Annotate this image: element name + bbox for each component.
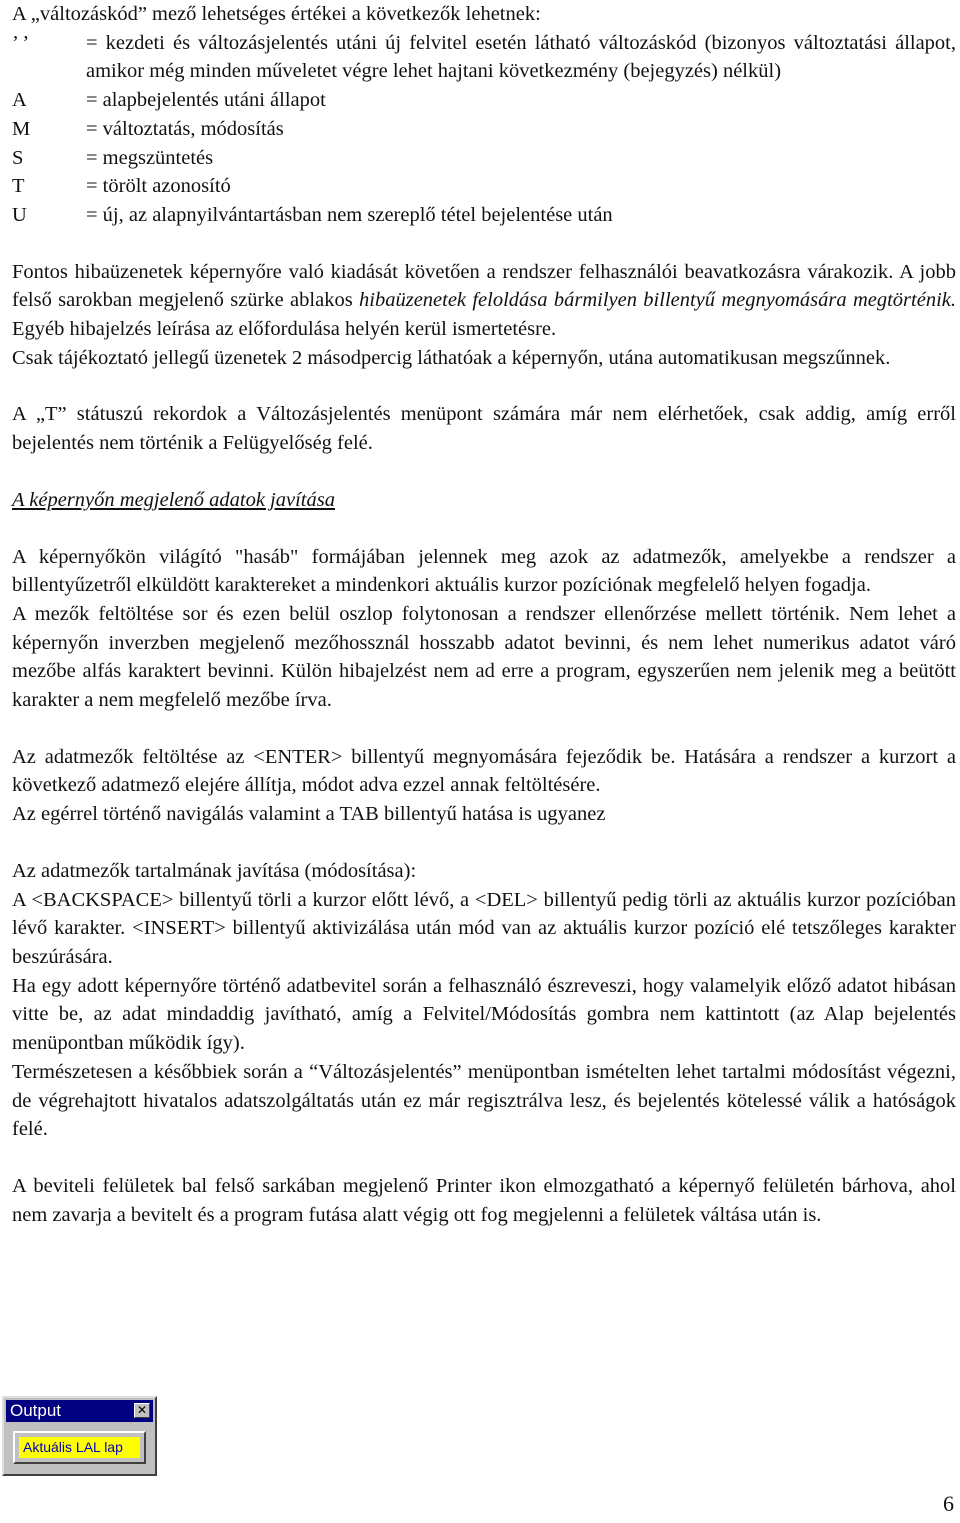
- errors-text-start: Fontos hibaüzenetek képernyőre való kiadását követően a rendszer felhasználói beavatkozásra várakozik. A jobb felső sarokban megjelenő szürke ablakos: [12, 260, 956, 312]
- editing-paragraph-3: Természetesen a későbbiek során a “Változásjelentés” menüpontban ismételten lehet tartalmi módosítást végezni, de végrehajtott hivatalos adatszolgáltatás után ez már regisztrálva lesz, és bejelentés kötelessé válik a hatóságok felé.: [12, 1060, 956, 1141]
- document-page: [12, 0, 956, 1229]
- output-window: [2, 1396, 157, 1476]
- code-desc: = kezdeti és változásjelentés utáni új felvitel esetén látható változáskód (bizonyos változtatási állapot, amikor még minden műveletet végre lehet hajtani következmény (bejegyzés) nélkül): [86, 31, 956, 83]
- errors-text-end: Egyéb hibajelzés leírása az előfordulása helyén kerül ismertetésre.: [12, 318, 557, 341]
- enter-paragraph-2: Az egérrel történő navigálás valamint a TAB billentyű hatása is ugyanez: [12, 803, 606, 826]
- code-row-a: [12, 86, 956, 115]
- editing-paragraph-1: A <BACKSPACE> billentyű törli a kurzor előtt lévő, a <DEL> billentyű pedig törli az aktuális kurzor pozícióban lévő karakter. <INSERT> billentyű aktivizálása után mód van az aktuális kurzor pozíció elé tetszőleges karakter beszúrására.: [12, 888, 956, 968]
- editing-heading: Az adatmezők tartalmának javítása (módosítása):: [12, 859, 417, 882]
- code-row-t: [12, 172, 956, 201]
- close-icon[interactable]: ✕: [134, 1403, 150, 1418]
- errors-text-italic: hibaüzenetek feloldása bármilyen billentyű megnyomására megtörténik.: [359, 289, 956, 312]
- code-desc: = változtatás, módosítás: [86, 117, 284, 140]
- code-desc: = új, az alapnyilvántartásban nem szereplő tétel bejelentése után: [86, 203, 613, 226]
- code-row-blank: [12, 29, 956, 86]
- code-desc: = alapbejelentés utáni állapot: [86, 89, 326, 112]
- current-lal-page-label: Aktuális LAL lap: [19, 1437, 140, 1458]
- fields-paragraph-2: A mezők feltöltése sor és ezen belül oszlop folytonosan a rendszer ellenőrzése mellett történik. Nem lehet a képernyőn inverzben megjelenő mezőhossznál hosszabb adatot bevinni, és nem lehet numerikus adatot váró mezőbe alfás karaktert bevinni. Külön hibajelzést nem ad erre a program, egyszerűen nem jelenik meg a beütött karakter a nem megfelelő mezőbe írva.: [12, 602, 956, 712]
- info-messages-paragraph: Csak tájékoztató jellegű üzenetek 2 másodpercig láthatóak a képernyőn, utána automatikusan megszűnnek.: [12, 346, 891, 369]
- output-window-titlebar[interactable]: [6, 1400, 153, 1422]
- code-row-m: [12, 115, 956, 144]
- code-desc: = törölt azonosító: [86, 175, 231, 198]
- section-heading: A képernyőn megjelenő adatok javítása: [12, 488, 335, 511]
- code-row-s: [12, 144, 956, 173]
- code-key: U: [12, 203, 27, 226]
- code-desc: = megszüntetés: [86, 146, 214, 169]
- editing-paragraph-2: Ha egy adott képernyőre történő adatbevitel során a felhasználó észreveszi, hogy valamelyik előző adatot hibásan vitte be, az adat mindaddig javítható, amíg a Felvitel/Módosítás gombra nem kattintott (az Alap bejelentés menüpontban működik így).: [12, 974, 956, 1055]
- code-row-u: [12, 201, 956, 230]
- code-key: T: [12, 175, 25, 198]
- errors-paragraph: [12, 258, 956, 344]
- output-window-title: Output: [10, 1401, 62, 1420]
- codes-intro: A „változáskód” mező lehetséges értékei a következők lehetnek:: [12, 3, 541, 25]
- current-lal-page-button[interactable]: [13, 1431, 146, 1464]
- code-key: S: [12, 146, 24, 169]
- status-t-paragraph: A „T” státuszú rekordok a Változásjelentés menüpont számára már nem elérhetőek, csak addig, amíg erről bejelentés nem történik a Felügyelőség felé.: [12, 403, 956, 455]
- fields-paragraph-1: A képernyőkön világító "hasáb" formájában jelennek meg azok az adatmezők, amelyekbe a rendszer a billentyűzetről elküldött karaktereket a mindenkori aktuális kurzor pozíciónak megfelelő helyen fogadja.: [12, 545, 956, 597]
- code-key: M: [12, 117, 31, 140]
- code-key: A: [12, 89, 27, 112]
- enter-paragraph-1: Az adatmezők feltöltése az <ENTER> billentyű megnyomására fejeződik be. Hatására a rendszer a kurzort a következő adatmező elejére állítja, módot adva ezzel annak feltöltésére.: [12, 745, 956, 797]
- page-number: 6: [943, 1491, 954, 1516]
- code-key: ’ ’: [12, 31, 30, 54]
- printer-paragraph: A beviteli felületek bal felső sarkában megjelenő Printer ikon elmozgatható a képernyő felületén bárhova, ahol nem zavarja a bevitelt és a program futása alatt végig ott fog megjelenni a felületek váltása után is.: [12, 1174, 956, 1226]
